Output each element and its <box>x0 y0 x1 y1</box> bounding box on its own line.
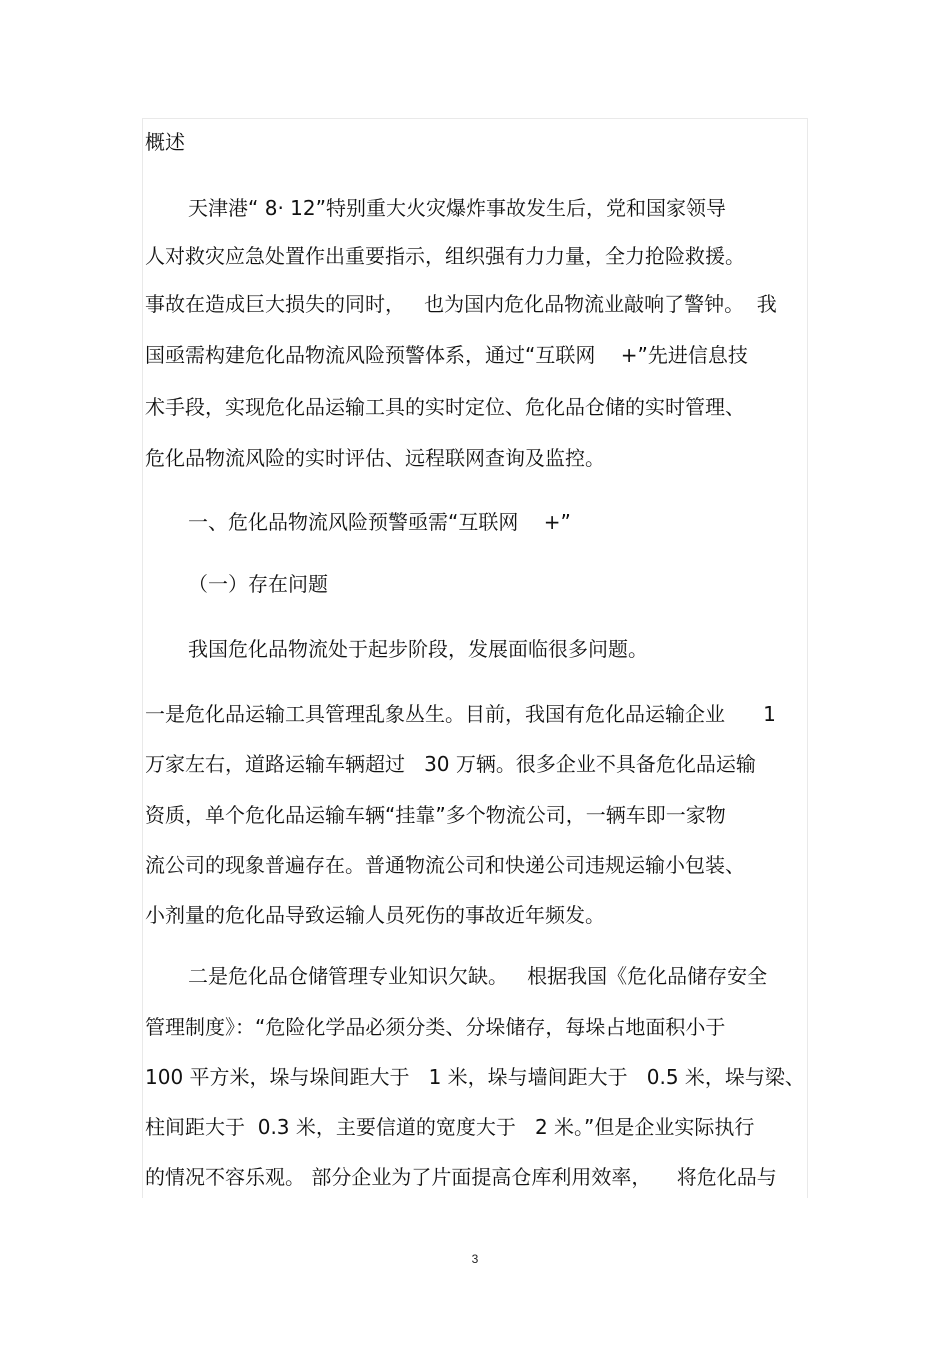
paragraph-line: 天津港“ 8· 12”特别重大火灾爆炸事故发生后，党和国家领导 <box>188 196 726 220</box>
paragraph-line: 危化品物流风险的实时评估、远程联网查询及监控。 <box>145 446 605 470</box>
paragraph-line: 二是危化品仓储管理专业知识欠缺。 根据我国《危化品储存安全 <box>188 964 768 988</box>
paragraph-line: 万家左右，道路运输车辆超过 30 万辆。很多企业不具备危化品运输 <box>145 752 756 776</box>
page-number: 3 <box>471 1252 479 1266</box>
section-title: 一、危化品物流风险预警亟需“互联网 +” <box>188 510 571 534</box>
paragraph-line: 资质，单个危化品运输车辆“挂靠”多个物流公司，一辆车即一家物 <box>145 803 726 827</box>
paragraph-line: 我国危化品物流处于起步阶段，发展面临很多问题。 <box>188 637 648 661</box>
paragraph-line: 管理制度》：“危险化学品必须分类、分垛储存，每垛占地面积小于 <box>145 1015 726 1039</box>
paragraph-line: 柱间距大于 0.3 米，主要信道的宽度大于 2 米。”但是企业实际执行 <box>145 1115 755 1139</box>
paragraph-line: 事故在造成巨大损失的同时， 也为国内危化品物流业敲响了警钟。 我 <box>145 292 777 316</box>
paragraph-line: 一是危化品运输工具管理乱象丛生。目前，我国有危化品运输企业 1 <box>145 702 776 726</box>
paragraph-line: 流公司的现象普遍存在。普通物流公司和快递公司违规运输小包装、 <box>145 853 745 877</box>
paragraph-line: 术手段，实现危化品运输工具的实时定位、危化品仓储的实时管理、 <box>145 395 745 419</box>
paragraph-line: 100 平方米，垛与垛间距大于 1 米，垛与墙间距大于 0.5 米，垛与梁、 <box>145 1065 805 1089</box>
subsection-title: （一）存在问题 <box>188 572 328 596</box>
paragraph-line: 的情况不容乐观。 部分企业为了片面提高仓库利用效率， 将危化品与 <box>145 1165 777 1189</box>
paragraph-line: 小剂量的危化品导致运输人员死伤的事故近年频发。 <box>145 903 605 927</box>
section-heading: 概述 <box>145 130 185 154</box>
paragraph-line: 人对救灾应急处置作出重要指示，组织强有力力量，全力抢险救援。 <box>145 244 745 268</box>
paragraph-line: 国亟需构建危化品物流风险预警体系，通过“互联网 +”先进信息技 <box>145 343 748 367</box>
